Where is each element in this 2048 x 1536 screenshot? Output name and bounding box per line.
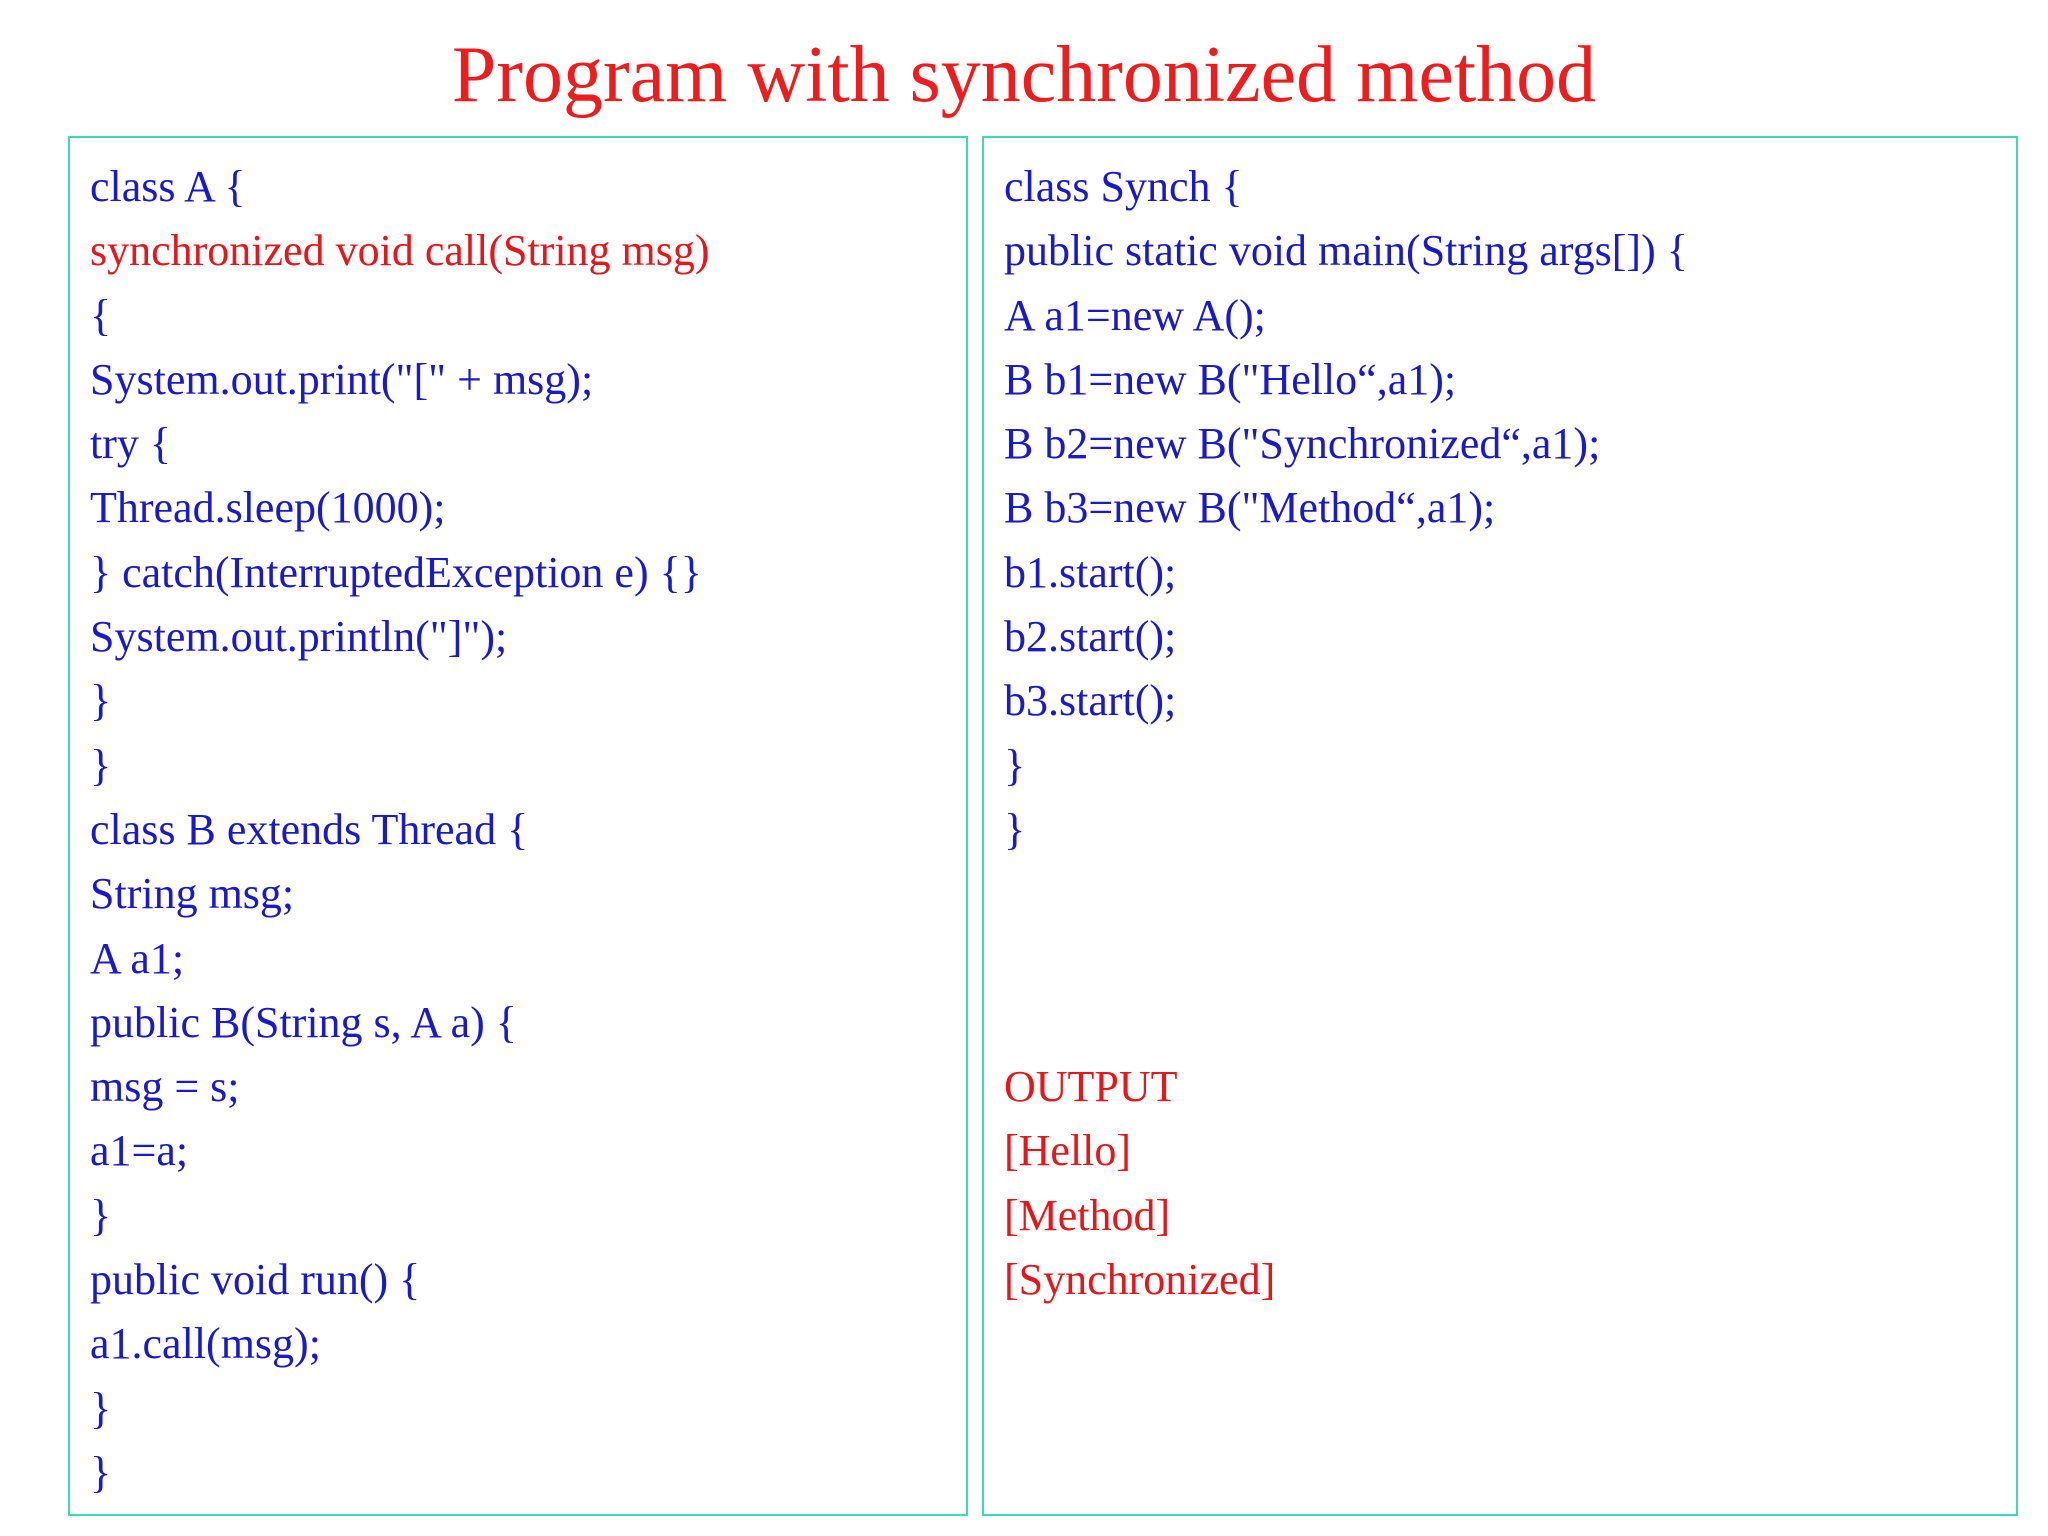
code-line: msg = s; xyxy=(90,1062,240,1112)
code-line: } catch(InterruptedException e) {} xyxy=(90,547,702,597)
code-line: A a1; xyxy=(90,933,185,983)
code-line: } xyxy=(90,1190,112,1240)
slide-title: Program with synchronized method xyxy=(451,31,1597,119)
right-code-panel xyxy=(982,136,2018,1516)
code-line: class B extends Thread { xyxy=(90,804,529,854)
code-line: } xyxy=(90,1447,112,1497)
code-line: String msg; xyxy=(90,869,295,919)
code-line: class Synch { xyxy=(1004,162,1243,211)
output-line: [Method] xyxy=(1004,1190,1171,1240)
code-line: System.out.print("[" + msg); xyxy=(90,354,594,404)
output-block xyxy=(1004,1055,1275,1312)
code-line: } xyxy=(90,1383,112,1433)
code-line: } xyxy=(1004,804,1026,854)
code-line: System.out.println("]"); xyxy=(90,612,508,662)
code-line: A a1=new A(); xyxy=(1004,290,1266,340)
output-line: [Synchronized] xyxy=(1004,1254,1276,1304)
code-line: public void run() { xyxy=(90,1255,421,1305)
code-line: B b2=new B("Synchronized“,a1); xyxy=(1004,419,1601,469)
code-line: class A { xyxy=(90,162,246,211)
left-code-panel xyxy=(68,136,968,1516)
code-line: } xyxy=(1004,740,1026,790)
output-line: [Hello] xyxy=(1004,1126,1132,1176)
code-line: b1.start(); xyxy=(1004,547,1177,597)
code-line: b3.start(); xyxy=(1004,676,1177,726)
code-line: a1.call(msg); xyxy=(90,1319,321,1369)
code-line: Thread.sleep(1000); xyxy=(90,483,446,533)
code-line: try { xyxy=(90,419,171,469)
left-code-lines xyxy=(90,155,710,1505)
code-line: public static void main(String args[]) { xyxy=(1004,226,1688,276)
code-line: public B(String s, A a) { xyxy=(90,997,517,1047)
code-line: } xyxy=(90,740,112,790)
code-line: B b3=new B("Method“,a1); xyxy=(1004,483,1496,533)
code-line: B b1=new B("Hello“,a1); xyxy=(1004,354,1457,404)
code-line: } xyxy=(90,676,112,726)
code-line: a1=a; xyxy=(90,1126,189,1176)
right-code-lines xyxy=(1004,155,1688,862)
output-heading: OUTPUT xyxy=(1004,1062,1178,1111)
code-line: synchronized void call(String msg) xyxy=(90,226,710,276)
code-line: { xyxy=(90,290,112,340)
code-line: b2.start(); xyxy=(1004,612,1177,662)
